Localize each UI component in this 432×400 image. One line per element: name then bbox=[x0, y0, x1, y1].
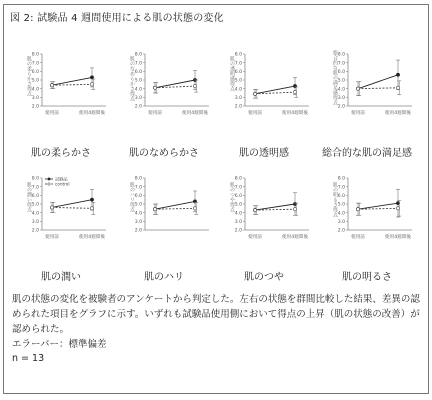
y-tick-label: 4.0 bbox=[31, 211, 39, 217]
y-tick-label: 3.0 bbox=[31, 95, 39, 101]
y-tick-label: 3.0 bbox=[134, 95, 142, 101]
control-series-line bbox=[52, 207, 92, 208]
chart-title: 肌の潤い bbox=[41, 272, 81, 283]
test-series-line bbox=[52, 200, 92, 208]
y-tick-label: 3.0 bbox=[134, 219, 142, 225]
y-tick-label: 7.0 bbox=[234, 61, 242, 67]
y-tick-label: 2.0 bbox=[31, 104, 39, 110]
y-tick-label: 5.0 bbox=[31, 78, 39, 84]
control-point bbox=[356, 208, 359, 211]
y-tick-label: 3.0 bbox=[337, 219, 345, 225]
x-tick-label: 使用4週間後 bbox=[182, 111, 208, 116]
x-tick-label: 使用4週間後 bbox=[282, 235, 308, 240]
control-point bbox=[50, 206, 53, 209]
y-tick-label: 8.0 bbox=[337, 176, 345, 182]
sample-size-note: n = 13 bbox=[12, 353, 45, 364]
y-tick-label: 7.0 bbox=[134, 185, 142, 191]
chart-title: 肌の柔らかさ bbox=[31, 148, 91, 159]
y-tick-label: 7.0 bbox=[337, 61, 345, 67]
control-point bbox=[90, 83, 93, 86]
y-tick-label: 2.0 bbox=[134, 228, 142, 234]
x-tick-label: 使用前 bbox=[351, 111, 365, 116]
y-tick-label: 2.0 bbox=[134, 104, 142, 110]
legend-marker bbox=[48, 178, 50, 180]
y-tick-label: 2.0 bbox=[31, 228, 39, 234]
y-tick-label: 3.0 bbox=[234, 219, 242, 225]
y-tick-label: 6.0 bbox=[337, 69, 345, 75]
caption-paragraph: 肌の状態の変化を被験者のアンケートから判定した。左右の状態を群間比較した結果、差異の認められた項目をグラフに示す。いずれも試験品使用側において得点の上昇（肌の状態の改善）が認められた。 bbox=[12, 294, 420, 335]
y-tick-label: 3.0 bbox=[234, 95, 242, 101]
x-tick-label: 使用前 bbox=[45, 235, 59, 240]
y-tick-label: 4.0 bbox=[337, 87, 345, 93]
error-bar-note: エラーバー：標準偏差 bbox=[12, 339, 107, 350]
x-tick-label: 使用4週間後 bbox=[79, 111, 105, 116]
chart-title: 肌の透明感 bbox=[239, 148, 289, 159]
test-point bbox=[90, 198, 93, 201]
control-point bbox=[356, 87, 359, 90]
y-tick-label: 2.0 bbox=[337, 228, 345, 234]
y-tick-label: 5.0 bbox=[234, 78, 242, 84]
y-tick-label: 5.0 bbox=[234, 202, 242, 208]
test-series-line bbox=[52, 77, 92, 85]
legend-label: control bbox=[55, 181, 70, 187]
control-series-line bbox=[358, 88, 398, 89]
y-tick-label: 2.0 bbox=[234, 228, 242, 234]
y-tick-label: 8.0 bbox=[234, 52, 242, 58]
y-axis-label: 肌の潤い得点 bbox=[26, 182, 32, 212]
y-axis-label: 肌のつや得点 bbox=[229, 182, 235, 212]
y-tick-label: 5.0 bbox=[134, 78, 142, 84]
y-tick-label: 6.0 bbox=[31, 193, 39, 199]
x-tick-label: 使用前 bbox=[248, 111, 262, 116]
control-point bbox=[153, 208, 156, 211]
test-series-line bbox=[358, 203, 398, 209]
y-tick-label: 7.0 bbox=[337, 185, 345, 191]
test-series-line bbox=[358, 75, 398, 89]
x-tick-label: 使用前 bbox=[45, 111, 59, 116]
test-point bbox=[396, 73, 399, 76]
control-point bbox=[90, 207, 93, 210]
control-point bbox=[253, 208, 256, 211]
x-tick-label: 使用前 bbox=[248, 235, 262, 240]
y-tick-label: 7.0 bbox=[134, 61, 142, 67]
test-series-line bbox=[155, 201, 195, 209]
x-tick-label: 使用4週間後 bbox=[79, 235, 105, 240]
y-tick-label: 4.0 bbox=[134, 87, 142, 93]
chart-title: 肌のつや bbox=[244, 272, 284, 283]
y-tick-label: 8.0 bbox=[134, 176, 142, 182]
test-series-line bbox=[255, 204, 295, 210]
y-tick-label: 6.0 bbox=[234, 69, 242, 75]
y-tick-label: 6.0 bbox=[134, 69, 142, 75]
x-tick-label: 使用4週間後 bbox=[385, 111, 411, 116]
y-tick-label: 8.0 bbox=[234, 176, 242, 182]
y-tick-label: 7.0 bbox=[31, 185, 39, 191]
y-axis-label: 総合的な肌の満足感得点 bbox=[332, 50, 338, 105]
y-tick-label: 3.0 bbox=[31, 219, 39, 225]
y-tick-label: 5.0 bbox=[337, 202, 345, 208]
control-point bbox=[193, 207, 196, 210]
y-tick-label: 5.0 bbox=[134, 202, 142, 208]
y-tick-label: 4.0 bbox=[134, 211, 142, 217]
test-point bbox=[90, 76, 93, 79]
y-tick-label: 6.0 bbox=[134, 193, 142, 199]
y-tick-label: 6.0 bbox=[31, 69, 39, 75]
legend-marker bbox=[48, 183, 50, 185]
y-tick-label: 4.0 bbox=[31, 87, 39, 93]
chart-title: 肌のハリ bbox=[144, 272, 184, 283]
test-series-line bbox=[255, 86, 295, 94]
control-point bbox=[293, 208, 296, 211]
y-tick-label: 7.0 bbox=[31, 61, 39, 67]
y-tick-label: 7.0 bbox=[234, 185, 242, 191]
control-point bbox=[293, 91, 296, 94]
y-tick-label: 6.0 bbox=[234, 193, 242, 199]
y-tick-label: 5.0 bbox=[31, 202, 39, 208]
y-tick-label: 8.0 bbox=[337, 52, 345, 58]
y-tick-label: 4.0 bbox=[337, 211, 345, 217]
y-tick-label: 6.0 bbox=[337, 193, 345, 199]
y-tick-label: 5.0 bbox=[337, 78, 345, 84]
y-axis-label: 肌の柔らかさ得点 bbox=[26, 56, 32, 96]
control-point bbox=[253, 92, 256, 95]
test-series-line bbox=[155, 80, 195, 88]
control-point bbox=[153, 86, 156, 89]
x-tick-label: 使用前 bbox=[351, 235, 365, 240]
chart-title: 総合的な肌の満足感 bbox=[322, 148, 412, 159]
y-axis-label: 肌の透明感得点 bbox=[229, 56, 235, 91]
control-point bbox=[50, 84, 53, 87]
chart-title: 肌の明るさ bbox=[342, 272, 392, 283]
figure-title: 図 2: 試験品 4 週間使用による肌の状態の変化 bbox=[10, 13, 224, 24]
y-tick-label: 8.0 bbox=[31, 176, 39, 182]
x-tick-label: 使用4週間後 bbox=[282, 111, 308, 116]
y-tick-label: 4.0 bbox=[234, 87, 242, 93]
y-tick-label: 8.0 bbox=[134, 52, 142, 58]
y-axis-label: 肌の明るさ得点 bbox=[332, 182, 338, 217]
y-axis-label: 肌のハリ得点 bbox=[129, 182, 135, 212]
y-tick-label: 4.0 bbox=[234, 211, 242, 217]
control-point bbox=[396, 207, 399, 210]
y-tick-label: 2.0 bbox=[234, 104, 242, 110]
y-tick-label: 2.0 bbox=[337, 104, 345, 110]
y-tick-label: 8.0 bbox=[31, 52, 39, 58]
y-axis-label: 肌のなめらかさ得点 bbox=[129, 56, 135, 101]
control-point bbox=[193, 84, 196, 87]
legend-label: 試験品 bbox=[55, 176, 68, 182]
control-point bbox=[396, 86, 399, 89]
y-tick-label: 3.0 bbox=[337, 95, 345, 101]
x-tick-label: 使用4週間後 bbox=[385, 235, 411, 240]
chart-title: 肌のなめらかさ bbox=[129, 148, 199, 159]
x-tick-label: 使用前 bbox=[148, 111, 162, 116]
